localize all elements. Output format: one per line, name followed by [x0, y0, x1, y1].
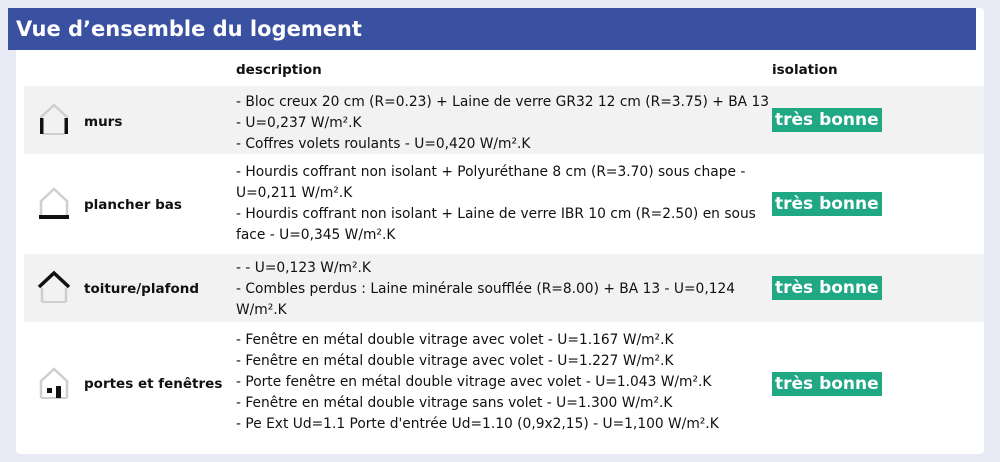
description-line: - - U=0,123 W/m².K — [236, 260, 371, 276]
description-line: - Bloc creux 20 cm (R=0.23) + Laine de verre GR32 12 cm (R=3.75) + BA 13 - U=0,237 W/m².K — [236, 94, 770, 131]
row-label: portes et fenêtres — [84, 376, 223, 392]
wall-house-icon — [36, 102, 72, 141]
rating-badge: très bonne — [772, 276, 882, 300]
rating-badge: très bonne — [772, 372, 882, 396]
description-line: - Fenêtre en métal double vitrage sans volet - U=1.300 W/m².K — [236, 395, 673, 411]
description-line: - Hourdis coffrant non isolant + Polyuréthane 8 cm (R=3.70) sous chape - U=0,211 W/m².K — [236, 164, 746, 201]
description-line: - Porte fenêtre en métal double vitrage avec volet - U=1.043 W/m².K — [236, 374, 712, 390]
description-line: - Combles perdus : Laine minérale soufflée (R=8.00) + BA 13 - U=0,124 W/m².K — [236, 281, 736, 318]
roof-house-icon — [36, 270, 72, 309]
description-line: - Fenêtre en métal double vitrage avec volet - U=1.227 W/m².K — [236, 353, 674, 369]
row-label: plancher bas — [84, 197, 182, 213]
row-portes-fenetres — [24, 326, 984, 440]
column-header-isolation: isolation — [772, 62, 838, 78]
description-line: - Pe Ext Ud=1.1 Porte d'entrée Ud=1.10 (0,9x2,15) - U=1,100 W/m².K — [236, 416, 719, 432]
row-description — [236, 162, 770, 246]
row-description — [236, 258, 770, 321]
rating-badge: très bonne — [772, 108, 882, 132]
floor-house-icon — [36, 186, 72, 225]
description-line: - Coffres volets roulants - U=0,420 W/m².K — [236, 136, 531, 152]
rating-badge: très bonne — [772, 192, 882, 216]
door-window-house-icon — [36, 366, 72, 405]
description-line: - Hourdis coffrant non isolant + Laine de verre IBR 10 cm (R=2.50) en sous face - U=0,345 W/m².K — [236, 206, 756, 243]
row-description — [236, 92, 770, 155]
row-label: toiture/plafond — [84, 281, 199, 297]
page-title: Vue d’ensemble du logement — [8, 8, 976, 50]
row-toiture-plafond — [24, 254, 984, 322]
description-line: - Fenêtre en métal double vitrage avec volet - U=1.167 W/m².K — [236, 332, 674, 348]
row-murs — [24, 86, 984, 154]
row-plancher-bas — [24, 160, 984, 250]
row-label: murs — [84, 114, 123, 130]
column-header-description: description — [236, 62, 322, 78]
row-description — [236, 330, 776, 435]
